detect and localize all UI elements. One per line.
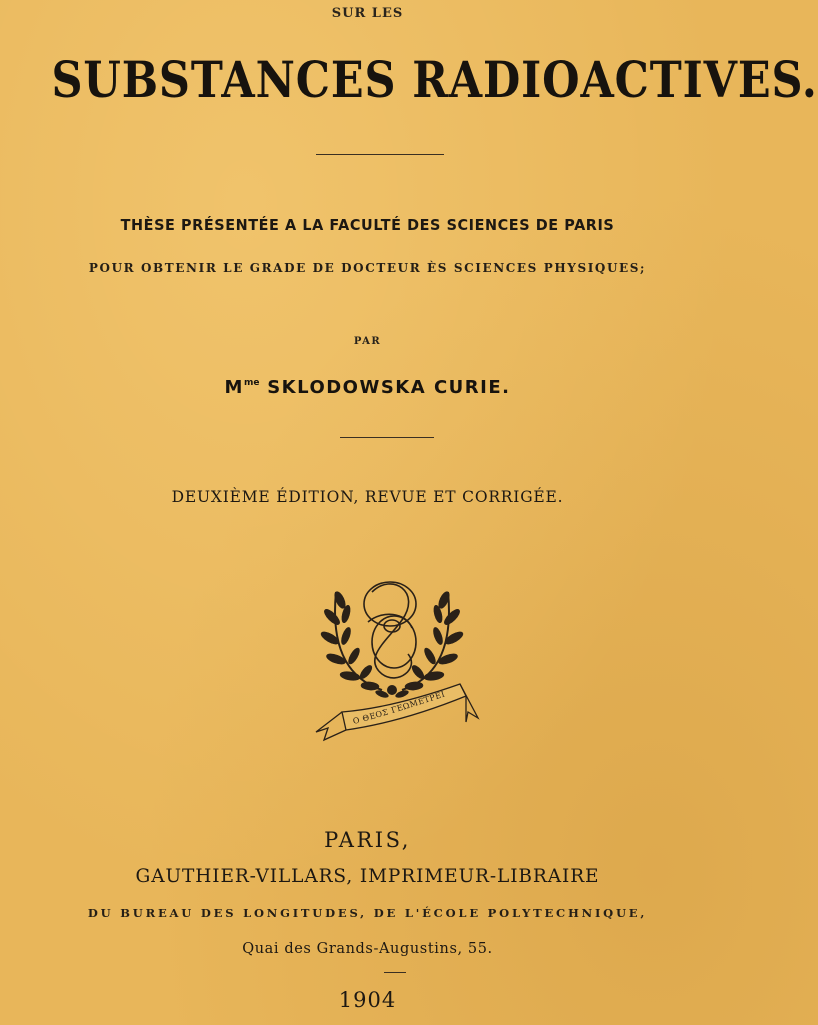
book-title: SUBSTANCES RADIOACTIVES. (51, 50, 818, 109)
author-line (0, 377, 735, 398)
author-name: SKLODOWSKA CURIE. (267, 377, 511, 398)
publication-year: 1904 (338, 988, 397, 1012)
by-label: PAR (353, 336, 382, 347)
emblem-motto: Ο ΘΕΟΣ ΓΕΩΜΕΤΡΕΙ (351, 689, 447, 726)
degree-statement: POUR OBTENIR LE GRADE DE DOCTEUR ÈS SCIENCES PHYSIQUES; (88, 261, 647, 275)
thesis-statement: THÈSE PRÉSENTÉE A LA FACULTÉ DES SCIENCES DE PARIS (120, 216, 615, 234)
author-prefix-sup: me (243, 378, 260, 388)
publication-city: PARIS, (324, 828, 411, 852)
divider-rule (384, 972, 406, 973)
publisher-affiliation: DU BUREAU DES LONGITUDES, DE L'ÉCOLE POLYTECHNIQUE, (87, 906, 648, 920)
publisher-emblem (302, 562, 482, 752)
title-prefix: SUR LES (331, 6, 404, 21)
publisher-address: Quai des Grands-Augustins, 55. (242, 941, 493, 957)
author-prefix: M (224, 377, 244, 398)
edition-statement: DEUXIÈME ÉDITION, REVUE ET CORRIGÉE. (171, 488, 564, 506)
divider-rule (340, 437, 434, 438)
publisher-name: GAUTHIER-VILLARS, IMPRIMEUR-LIBRAIRE (135, 866, 600, 887)
divider-rule (316, 154, 444, 155)
